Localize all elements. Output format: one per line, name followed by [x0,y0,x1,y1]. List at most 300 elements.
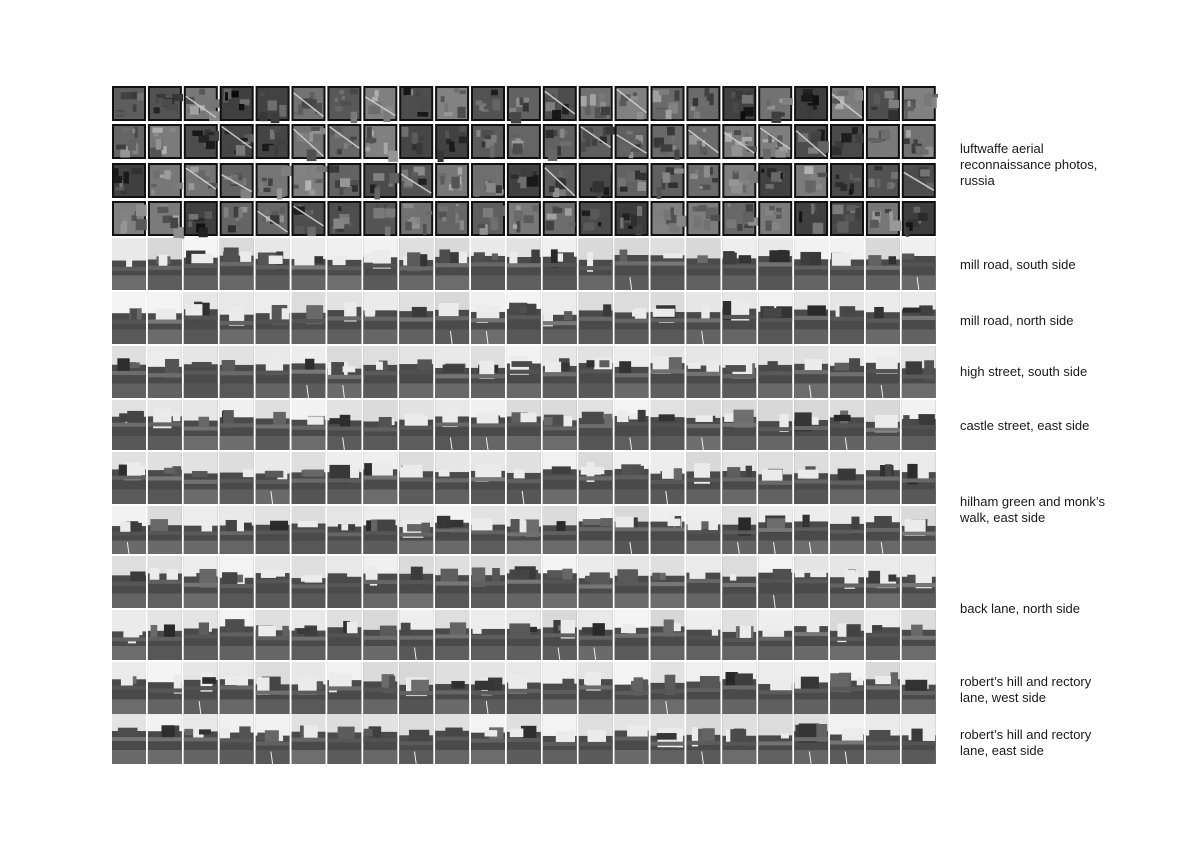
street-photo [148,238,182,290]
street-photo [686,238,720,290]
street-photo [435,452,469,504]
aerial-photo [399,163,433,198]
street-photo [651,610,685,660]
street-photo [435,662,469,714]
aerial-photo [866,124,900,159]
street-photo [758,714,792,764]
street-photo [507,714,541,764]
street-photo [363,556,397,608]
street-photo [184,238,218,290]
street-photo [615,452,649,504]
street-photo [651,556,685,608]
aerial-photo [112,163,146,198]
street-photo [722,662,756,714]
street-photo [363,662,397,714]
aerial-photo [363,201,397,236]
aerial-photo [507,124,541,159]
street-photo [256,714,290,764]
street-photo [579,452,613,504]
street-photo [256,506,290,554]
street-photo [758,506,792,554]
aerial-photo [579,163,613,198]
street-photo [507,238,541,290]
street-photo [148,714,182,764]
street-photo [399,662,433,714]
aerial-photo [686,86,720,121]
street-photo [435,714,469,764]
street-photo [292,662,326,714]
street-photo [184,292,218,344]
aerial-photo [830,163,864,198]
street-photo [579,346,613,398]
aerial-photo [327,201,361,236]
street-photo [794,346,828,398]
street-photo [220,346,254,398]
street-photo [507,662,541,714]
aerial-photo [579,201,613,236]
street-photo [902,714,936,764]
street-photo [866,662,900,714]
street-photo [579,292,613,344]
street-photo [686,346,720,398]
street-photo [256,662,290,714]
street-photo [651,292,685,344]
aerial-photo [399,124,433,159]
photo-row [112,124,936,162]
street-photo [112,292,146,344]
street-photo [435,292,469,344]
aerial-photo [184,86,221,121]
aerial-photo [686,201,720,236]
street-photo [112,556,146,608]
street-photo [902,238,936,290]
street-photo [148,610,182,660]
aerial-photo [112,86,146,121]
street-photo [507,610,541,660]
street-photo [543,238,577,290]
street-photo [615,292,649,344]
street-photo [256,346,290,398]
street-photo [686,452,720,504]
street-photo [722,506,756,554]
street-photo [112,238,146,290]
caption-mill-road-north: mill road, north side [960,313,1074,328]
street-photo [794,662,828,714]
street-photo [435,610,469,660]
aerial-photo [830,201,864,236]
street-photo [615,610,649,660]
caption-roberts-hill-east: robert’s hill and rectory lane, east side [960,727,1092,758]
street-photo [112,452,146,504]
street-photo [256,292,290,344]
photo-grid [112,86,938,768]
aerial-photo [830,86,864,121]
aerial-photo [794,201,828,236]
aerial-photo [435,201,469,236]
street-photo [184,400,218,450]
aerial-photo [902,163,936,198]
street-photo [866,346,900,398]
street-photo [363,714,397,764]
street-photo [292,346,326,398]
street-photo [507,556,541,608]
street-photo [615,238,649,290]
street-photo [112,662,146,714]
street-photo [651,506,685,554]
street-photo [830,400,864,450]
aerial-photo [686,124,720,159]
aerial-photo [794,124,829,159]
aerial-photo [256,124,290,159]
street-photo [363,238,397,290]
aerial-photo [615,124,649,159]
street-photo [686,400,720,450]
aerial-photo [363,124,398,162]
street-photo [399,346,433,398]
street-photo [184,556,218,608]
aerial-photo [220,201,254,236]
street-photo [292,556,326,608]
street-photo [615,556,649,608]
photo-row [112,400,936,450]
street-photo [507,346,541,398]
street-photo [758,292,792,344]
street-photo [471,346,505,398]
street-photo [579,506,613,554]
street-photo [794,400,828,450]
street-photo [327,556,361,608]
street-photo [220,662,254,714]
aerial-photo [543,86,577,121]
street-photo [399,238,433,290]
street-photo [184,506,218,554]
aerial-photo [794,163,828,198]
street-photo [794,292,828,344]
street-photo [830,714,864,764]
street-photo [686,292,720,344]
street-photo [543,292,577,344]
street-photo [399,452,433,504]
aerial-photo [686,163,720,198]
aerial-photo [292,124,326,161]
aerial-photo [579,86,613,121]
street-photo [830,238,864,290]
street-photo [435,506,469,554]
street-photo [435,346,469,398]
aerial-photo [651,86,685,121]
street-photo [327,400,361,450]
street-photo [902,556,936,608]
street-photo [363,610,397,660]
street-photo [830,506,864,554]
aerial-photo [651,201,689,236]
street-photo [794,506,828,554]
aerial-photo [471,163,505,198]
street-photo [112,506,146,554]
street-photo [866,238,900,290]
street-photo [615,662,649,714]
street-photo [471,662,505,714]
aerial-photo [327,86,361,123]
street-photo [722,452,756,504]
street-photo [220,556,254,608]
aerial-photo [363,86,397,122]
aerial-photo [148,86,183,121]
street-photo [615,400,649,450]
street-photo [292,238,326,290]
aerial-photo [543,124,577,161]
caption-back-lane-north: back lane, north side [960,601,1080,616]
street-photo [471,452,505,504]
aerial-photo [543,163,577,198]
street-photo [220,506,254,554]
aerial-photo [256,86,290,123]
street-photo [363,346,397,398]
street-photo [758,400,792,450]
street-photo [292,506,326,554]
street-photo [758,452,792,504]
caption-hilham-green: hilham green and monk’s walk, east side [960,494,1106,525]
caption-aerial: luftwaffe aerial reconnaissance photos, russia [960,141,1098,188]
street-photo [722,556,756,608]
street-photo [651,238,685,290]
street-photo [292,610,326,660]
aerial-photo [830,124,864,159]
street-photo [220,452,254,504]
photo-row [112,346,936,398]
aerial-photo [220,86,254,121]
aerial-photo [866,201,901,236]
aerial-photo [722,124,757,159]
street-photo [148,556,182,608]
street-photo [363,292,397,344]
aerial-photo [866,86,900,121]
street-photo [651,452,685,504]
street-photo [435,400,469,450]
aerial-photo [148,163,183,198]
street-photo [866,400,900,450]
street-photo [256,556,290,608]
street-photo [471,556,505,608]
street-photo [758,556,792,608]
aerial-photo [722,86,756,121]
street-photo [220,292,254,344]
street-photo [579,662,613,714]
street-photo [830,610,864,660]
street-photo [327,452,361,504]
street-photo [220,238,254,290]
aerial-photo [327,163,361,198]
street-photo [543,452,577,504]
photo-row [112,662,936,714]
street-photo [722,400,756,450]
street-photo [292,452,326,504]
street-photo [435,238,469,290]
street-photo [686,714,720,764]
street-photo [686,662,720,714]
aerial-photo [471,86,505,121]
caption-high-street-south: high street, south side [960,364,1088,379]
street-photo [902,292,936,344]
street-photo [148,506,182,554]
aerial-photo [292,86,326,121]
street-photo [794,610,828,660]
street-photo [902,452,936,504]
street-photo [902,506,936,554]
street-photo [256,610,290,660]
street-photo [507,452,541,504]
aerial-photo [902,201,936,237]
aerial-photo [363,163,399,199]
aerial-photo [184,201,218,237]
street-photo [794,556,828,608]
photo-row [112,556,936,608]
street-photo [651,662,685,714]
street-photo [902,400,936,450]
street-photo [148,662,182,714]
aerial-photo [184,124,219,159]
caption-roberts-hill-west: robert’s hill and rectory lane, west side [960,674,1092,705]
street-photo [471,400,505,450]
aerial-photo [399,86,433,121]
street-photo [471,292,505,344]
street-photo [651,714,685,764]
street-photo [902,662,936,714]
street-photo [866,292,900,344]
aerial-photo [112,124,146,159]
street-photo [148,400,182,450]
aerial-photo [148,124,182,159]
street-photo [794,714,828,764]
street-photo [651,400,685,450]
street-photo [758,238,792,290]
street-photo [292,400,326,450]
street-photo [830,556,864,608]
street-photo [830,452,864,504]
street-photo [579,556,613,608]
street-photo [722,292,756,344]
street-photo [866,556,900,608]
street-photo [686,506,720,554]
street-photo [220,610,254,660]
aerial-photo [220,163,254,198]
street-photo [399,610,433,660]
street-photo [902,610,936,660]
aerial-photo [615,201,649,236]
aerial-photo [543,201,577,236]
street-photo [507,292,541,344]
aerial-photo [794,86,828,121]
aerial-photo [507,86,541,124]
aerial-photo [758,163,792,198]
street-photo [292,292,326,344]
street-photo [184,610,218,660]
street-photo [220,714,254,764]
street-photo [758,610,792,660]
street-photo [722,346,756,398]
aerial-photo [722,163,758,198]
street-photo [651,346,685,398]
street-photo [507,506,541,554]
street-photo [399,292,433,344]
street-photo [363,506,397,554]
aerial-photo [112,201,147,236]
street-photo [112,610,146,660]
street-photo [579,610,613,660]
aerial-photo [902,86,938,121]
photo-row [112,163,936,199]
street-photo [363,452,397,504]
street-photo [543,556,577,608]
aerial-photo [902,124,936,159]
aerial-photo [399,201,433,236]
street-photo [363,400,397,450]
street-photo [256,400,290,450]
street-photo [471,714,505,764]
street-photo [327,714,361,764]
aerial-photo [256,201,290,236]
street-photo [866,714,900,764]
street-photo [327,662,361,714]
aerial-photo [615,86,649,121]
street-photo [399,506,433,554]
street-photo [435,556,469,608]
street-photo [327,346,361,398]
photo-row [112,714,936,764]
aerial-photo [758,201,792,236]
street-photo [184,452,218,504]
street-photo [830,662,864,714]
street-photo [830,292,864,344]
aerial-photo [471,124,505,159]
street-photo [471,506,505,554]
caption-castle-street-east: castle street, east side [960,418,1090,433]
aerial-photo [758,124,792,159]
street-photo [758,346,792,398]
street-photo [866,506,900,554]
street-photo [543,346,577,398]
street-photo [327,506,361,554]
street-photo [830,346,864,398]
street-photo [615,346,649,398]
street-photo [579,714,613,764]
aerial-photo [435,86,469,121]
aerial-photo [722,201,759,236]
photo-row [112,292,936,344]
aerial-photo [471,201,505,236]
aerial-photo [507,201,541,236]
street-photo [184,714,218,764]
street-photo [148,452,182,504]
street-photo [794,238,828,290]
caption-mill-road-south: mill road, south side [960,257,1076,272]
aerial-photo [507,163,541,198]
street-photo [148,346,182,398]
street-photo [615,506,649,554]
street-photo [507,400,541,450]
aerial-photo [615,163,649,198]
street-photo [471,610,505,660]
street-photo [112,714,146,764]
street-photo [543,506,577,554]
street-photo [722,610,756,660]
street-photo [112,346,146,398]
aerial-photo [435,124,469,162]
street-photo [399,556,433,608]
street-photo [543,662,577,714]
street-photo [543,400,577,450]
street-photo [722,714,756,764]
